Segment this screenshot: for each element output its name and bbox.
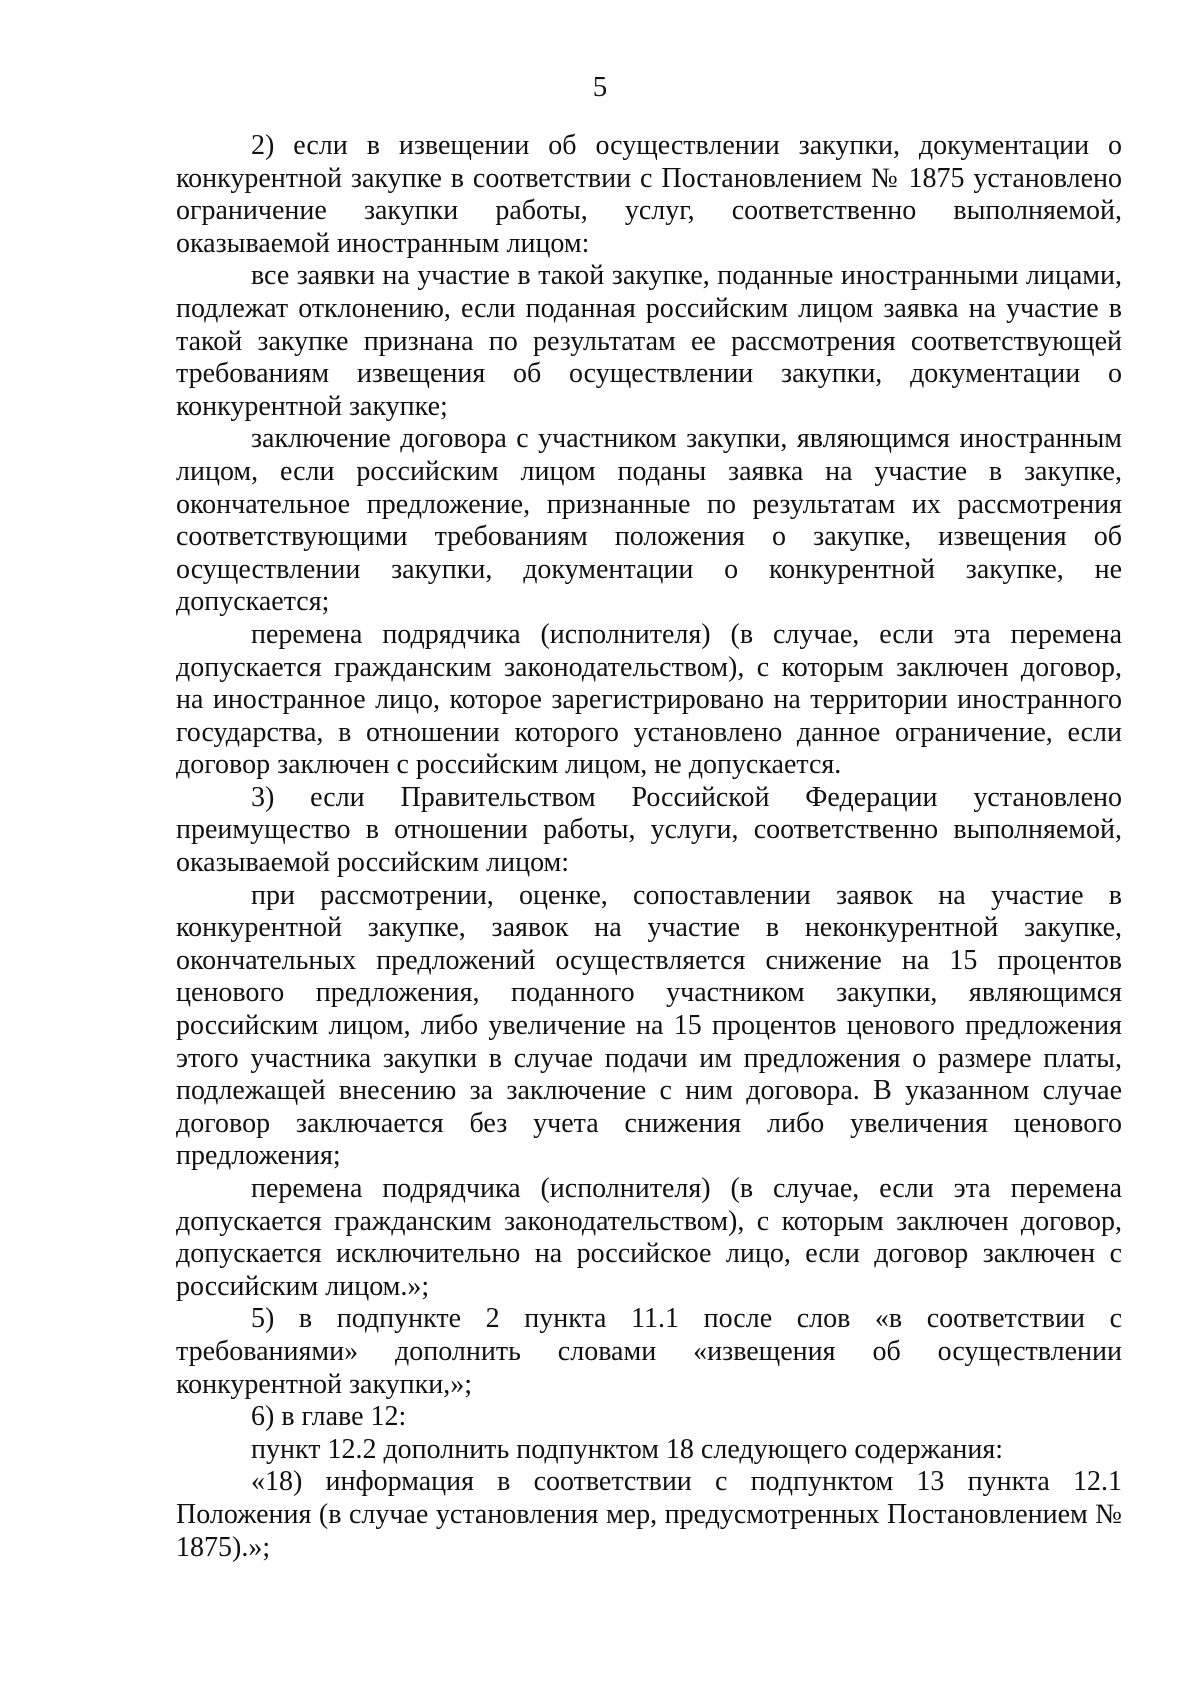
page-number: 5 <box>592 71 608 103</box>
paragraph-contract-with-foreign-prohibited: заключение договора с участником закупки, являющимся иностранным лицом, если российским лицом поданы заявка на участие в закупке, окончательное предложение, признанные по результатам их рассмотрения соответствующими требованиям положения о закупке, извещения об осуществлении закупки, документации о конкурентной закупке, не допускается; <box>176 423 1122 618</box>
paragraph-clause-12-2: пункт 12.2 дополнить подпунктом 18 следующего содержания: <box>251 1433 1004 1465</box>
paragraph-item-2: 2) если в извещении об осуществлении закупки, документации о конкурентной закупке в соответствии с Постановлением № 1875 установлено ограничение закупки работы, услуг, соответственно выполняемой, оказываемой иностранным лицом: <box>176 130 1122 259</box>
paragraph-item-3: 3) если Правительством Российской Федерации установлено преимущество в отношении работы, услуги, соответственно выполняемой, оказываемой российским лицом: <box>176 781 1122 879</box>
paragraph-item-6: 6) в главе 12: <box>251 1401 407 1433</box>
paragraph-foreign-bids-rejected: все заявки на участие в такой закупке, поданные иностранными лицами, подлежат отклонению, если поданная российским лицом заявка на участие в такой закупке признана по результатам ее рассмотрения соответствующей требованиям извещения об осуществлении закупки, документации о конкурентной закупке; <box>176 260 1122 422</box>
paragraph-contractor-change-foreign: перемена подрядчика (исполнителя) (в случае, если эта перемена допускается гражданским законодательством), с которым заключен договор, на иностранное лицо, которое зарегистрировано на территории иностранного государства, в отношении которого установлено данное ограничение, если договор заключен с российским лицом, не допускается. <box>176 618 1122 781</box>
document-body <box>176 130 1122 1564</box>
paragraph-contractor-change-russian: перемена подрядчика (исполнителя) (в случае, если эта перемена допускается гражданским законодательством), с которым заключен договор, допускается исключительно на российское лицо, если договор заключен с российским лицом.»; <box>176 1173 1122 1302</box>
paragraph-price-reduction: при рассмотрении, оценке, сопоставлении заявок на участие в конкурентной закупке, заявок на участие в неконкурентной закупке, окончательных предложений осуществляется снижение на 15 процентов ценового предложения, поданного участником закупки, являющимся российским лицом, либо увеличение на 15 процентов ценового предложения этого участника закупки в случае подачи им предложения о размере платы, подлежащей внесению за заключение с ним договора. В указанном случае договор заключается без учета снижения либо увеличения ценового предложения; <box>176 879 1122 1172</box>
paragraph-subclause-18: «18) информация в соответствии с подпунктом 13 пункта 12.1 Положения (в случае установления мер, предусмотренных Постановлением № 1875).»; <box>176 1466 1122 1563</box>
paragraph-item-5: 5) в подпункте 2 пункта 11.1 после слов «в соответствии с требованиями» дополнить словами «извещения об осуществлении конкурентной закупки,»; <box>176 1303 1122 1400</box>
